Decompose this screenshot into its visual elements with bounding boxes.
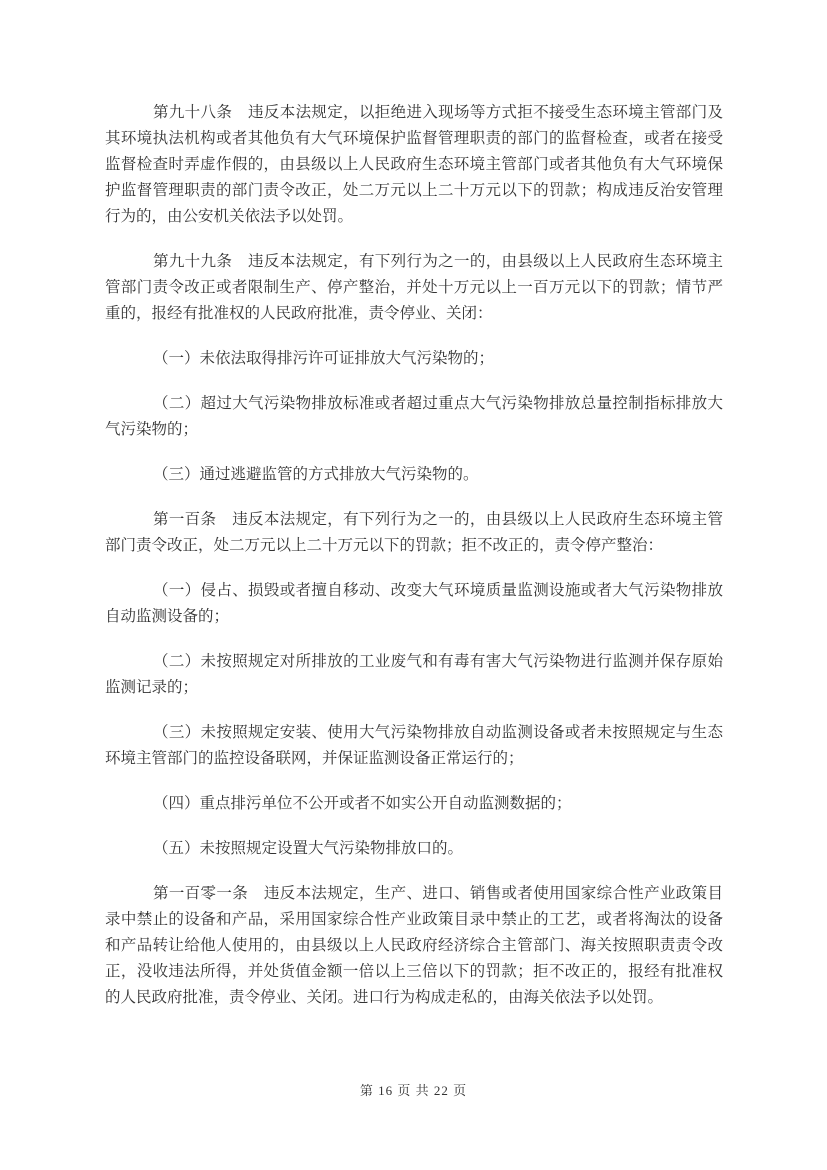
document-body: [105, 100, 723, 1011]
paragraph: 第九十九条 违反本法规定，有下列行为之一的，由县级以上人民政府生态环境主管部门责令改正或者限制生产、停产整治，并处十万元以上一百万元以下的罚款；情节严重的，报经有批准权的人民政府批准，责令停业、关闭：: [105, 253, 723, 322]
page-footer: [0, 1082, 827, 1100]
page-number-text: 第 16 页 共 22 页: [359, 1083, 468, 1098]
paragraph: （五）未按照规定设置大气污染物排放口的。: [153, 840, 464, 857]
paragraph: 第一百零一条 违反本法规定，生产、进口、销售或者使用国家综合性产业政策目录中禁止的设备和产品，采用国家综合性产业政策目录中禁止的工艺，或者将淘汰的设备和产品转让给他人使用的，由县级以上人民政府经济综合主管部门、海关按照职责责令改正，没收违法所得，并处货值金额一倍以上三倍以下的罚款；拒不改正的，报经有批准权的人民政府批准，责令停业、关闭。进口行为构成走私的，由海关依法予以处罚。: [105, 885, 723, 1006]
paragraph: （三）未按照规定安装、使用大气污染物排放自动监测设备或者未按照规定与生态环境主管部门的监控设备联网，并保证监测设备正常运行的；: [105, 724, 723, 767]
paragraph: 第九十八条 违反本法规定，以拒绝进入现场等方式拒不接受生态环境主管部门及其环境执法机构或者其他负有大气环境保护监督管理职责的部门的监督检查，或者在接受监督检查时弄虚作假的，由县级以上人民政府生态环境主管部门或者其他负有大气环境保护监督管理职责的部门责令改正，处二万元以上二十万元以下的罚款；构成违反治安管理行为的，由公安机关依法予以处罚。: [105, 104, 723, 225]
paragraph: （一）侵占、损毁或者擅自移动、改变大气环境质量监测设施或者大气污染物排放自动监测设备的；: [105, 582, 723, 625]
paragraph: （四）重点排污单位不公开或者不如实公开自动监测数据的；: [153, 795, 572, 812]
paragraph: （一）未依法取得排污许可证排放大气污染物的；: [153, 350, 495, 367]
paragraph: （三）通过逃避监管的方式排放大气污染物的。: [153, 466, 479, 483]
paragraph: （二）超过大气污染物排放标准或者超过重点大气污染物排放总量控制指标排放大气污染物的；: [105, 395, 723, 438]
paragraph: 第一百条 违反本法规定，有下列行为之一的，由县级以上人民政府生态环境主管部门责令改正，处二万元以上二十万元以下的罚款；拒不改正的，责令停产整治：: [105, 511, 723, 554]
paragraph: （二）未按照规定对所排放的工业废气和有毒有害大气污染物进行监测并保存原始监测记录的；: [105, 653, 723, 696]
